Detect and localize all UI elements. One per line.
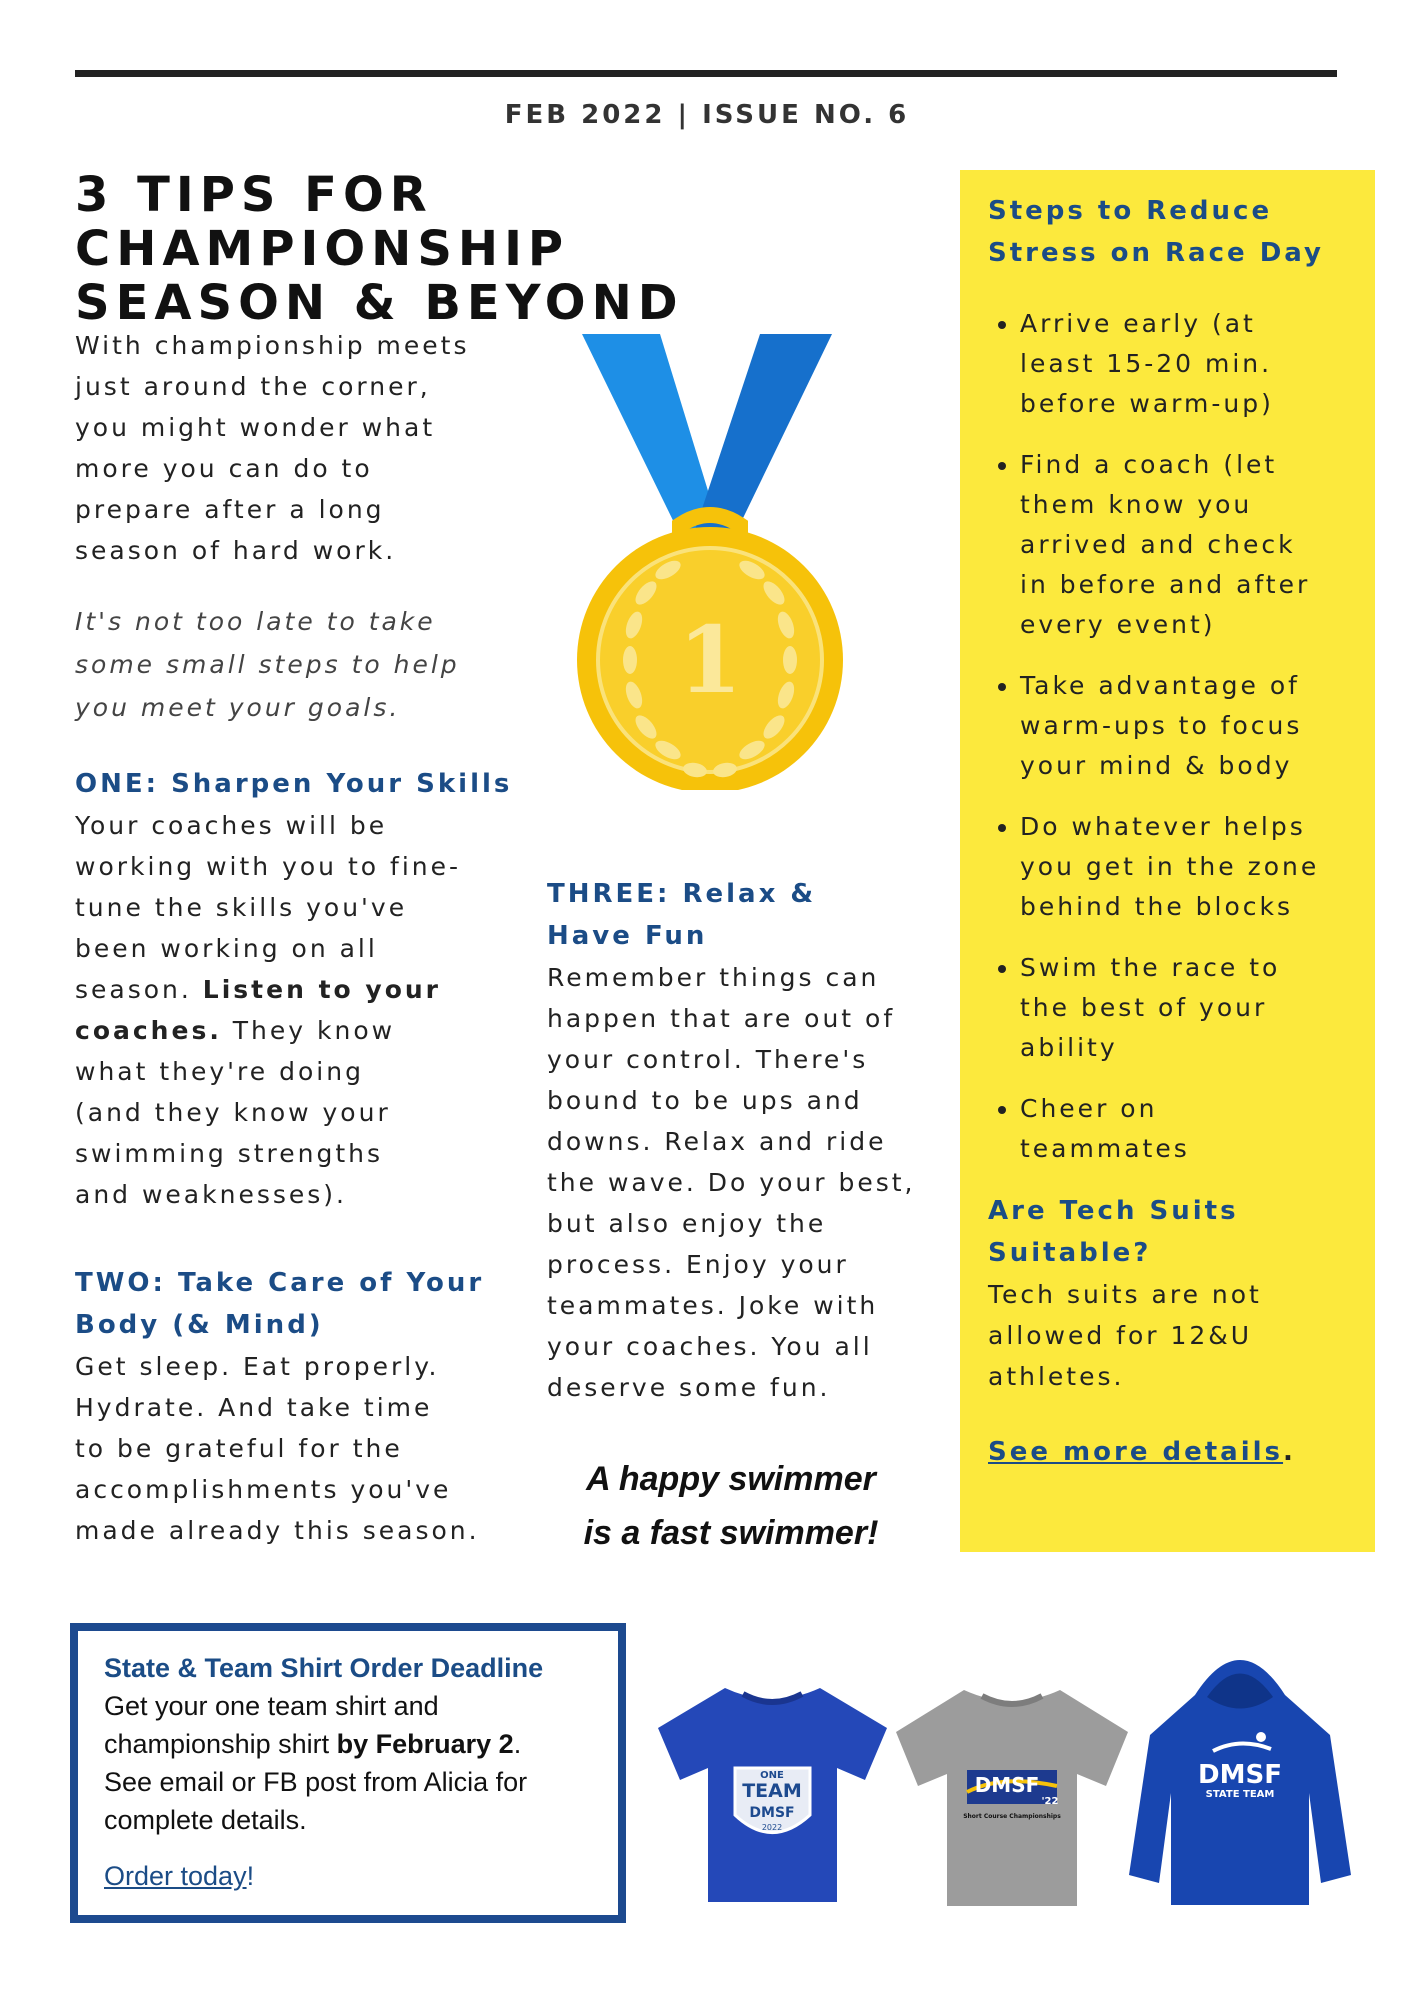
text-span: They know: [221, 1016, 396, 1045]
text-line: happen that are out of: [547, 1004, 896, 1033]
order-line: [104, 1857, 604, 1895]
heading-line: Body (& Mind): [75, 1310, 324, 1340]
title-line: 3 TIPS FOR CHAMPIONSHIP: [75, 167, 570, 277]
text-line: the best of your: [1020, 993, 1268, 1022]
text-line: them know you: [1020, 490, 1253, 519]
intro-italic: [75, 600, 515, 729]
see-more-details-link[interactable]: See more details: [988, 1437, 1284, 1467]
text-line: • Swim the race to: [1020, 953, 1281, 982]
tshirt-collar: [743, 1694, 802, 1702]
heading-line: TWO: Take Care of Your: [75, 1268, 485, 1298]
text-line: Get sleep. Eat properly.: [75, 1352, 440, 1381]
shirt-order-heading: State & Team Shirt Order Deadline: [104, 1653, 544, 1683]
title-line: SEASON & BEYOND: [75, 275, 684, 331]
tech-suits-text: [988, 1274, 1358, 1397]
shirt-text: DMSF: [1198, 1760, 1282, 1790]
slogan-line: is a fast swimmer!: [583, 1514, 879, 1552]
text-line: Tech suits are not: [988, 1280, 1262, 1309]
heading-line: Stress on Race Day: [988, 238, 1324, 268]
text-line: deserve some fun.: [547, 1373, 831, 1402]
order-today-link[interactable]: Order today: [104, 1861, 247, 1891]
tshirt-collar: [982, 1696, 1042, 1704]
text-line: Remember things can: [547, 963, 880, 992]
text-line: It's not too late to take: [75, 607, 436, 636]
shirt-text: '22: [1041, 1796, 1059, 1807]
list-item: [1020, 948, 1358, 1068]
text-line: some small steps to help: [75, 650, 460, 679]
emphasis: coaches.: [75, 1016, 222, 1045]
text-line: the wave. Do your best,: [547, 1168, 916, 1197]
list-item: [1020, 666, 1358, 786]
shirt-text: STATE TEAM: [1205, 1789, 1275, 1800]
medal-number: 1: [677, 606, 743, 714]
text-line: • Find a coach (let: [1020, 450, 1278, 479]
text-line: [104, 1725, 604, 1763]
text-line: teammates: [1020, 1134, 1190, 1163]
tip-one: [75, 763, 555, 1215]
list-item: [1020, 807, 1358, 927]
text-line: Get your one team shirt and: [104, 1691, 439, 1721]
race-day-sidebar: [960, 170, 1375, 1552]
text-line: in before and after: [1020, 570, 1311, 599]
text-line: [75, 969, 555, 1010]
text-span: .: [1283, 1437, 1296, 1467]
see-more-line: [988, 1431, 1358, 1473]
text-line: • Take advantage of: [1020, 671, 1300, 700]
shirt-order-box: [70, 1623, 626, 1923]
text-line: what they're doing: [75, 1057, 364, 1086]
text-line: your coaches. You all: [547, 1332, 873, 1361]
list-item: [1020, 445, 1358, 645]
text-line: teammates. Joke with: [547, 1291, 879, 1320]
list-item: [1020, 304, 1358, 424]
text-line: before warm-up): [1020, 389, 1274, 418]
shirt-text: 2022: [761, 1823, 783, 1832]
heading-line: Are Tech Suits: [988, 1196, 1239, 1226]
shirt-text: DMSF: [974, 1773, 1040, 1797]
text-line: warm-ups to focus: [1020, 711, 1303, 740]
sidebar-heading: [988, 190, 1358, 274]
swimmer-head-icon: [1256, 1732, 1266, 1742]
list-item: [1020, 1089, 1358, 1169]
text-line: and weaknesses).: [75, 1180, 347, 1209]
heading-line: Have Fun: [547, 921, 708, 951]
one-team-tshirt: [655, 1680, 890, 1908]
shirt-text: ONE: [760, 1770, 784, 1781]
text-line: your mind & body: [1020, 751, 1293, 780]
tip-one-heading: ONE: Sharpen Your Skills: [75, 769, 513, 799]
text-line: to be grateful for the: [75, 1434, 403, 1463]
text-line: athletes.: [988, 1362, 1125, 1391]
text-line: you get in the zone: [1020, 852, 1320, 881]
tip-two: [75, 1262, 555, 1551]
text-line: arrived and check: [1020, 530, 1296, 559]
text-span: !: [246, 1861, 255, 1891]
text-line: working with you to fine-: [75, 852, 462, 881]
text-line: process. Enjoy your: [547, 1250, 849, 1279]
shirt-text: Short Course Championships: [963, 1813, 1061, 1820]
deadline-date: by February 2: [336, 1729, 514, 1759]
slogan-line: A happy swimmer: [586, 1460, 876, 1498]
shirt-text: TEAM: [742, 1780, 802, 1802]
text-line: tune the skills you've: [75, 893, 408, 922]
text-line: made already this season.: [75, 1516, 480, 1545]
state-team-hoodie: [1125, 1625, 1355, 1910]
shirt-text: DMSF: [749, 1805, 795, 1821]
text-line: more you can do to: [75, 454, 373, 483]
gold-medal-icon: [570, 330, 850, 790]
heading-line: Suitable?: [988, 1238, 1152, 1268]
text-line: you might wonder what: [75, 413, 436, 442]
text-line: season of hard work.: [75, 536, 397, 565]
emphasis: Listen to your: [202, 975, 442, 1004]
text-line: you meet your goals.: [75, 693, 401, 722]
top-rule: [75, 70, 1337, 77]
slogan: [545, 1452, 917, 1560]
championship-tshirt: [892, 1682, 1132, 1912]
text-line: [75, 1010, 555, 1051]
steps-list: [988, 304, 1358, 1169]
heading-line: THREE: Relax &: [547, 879, 817, 909]
tech-suits-heading: [988, 1190, 1358, 1274]
text-line: just around the corner,: [75, 372, 431, 401]
text-line: accomplishments you've: [75, 1475, 452, 1504]
text-line: prepare after a long: [75, 495, 385, 524]
text-line: • Cheer on: [1020, 1094, 1158, 1123]
text-line: been working on all: [75, 934, 378, 963]
text-line: • Do whatever helps: [1020, 812, 1306, 841]
text-line: ability: [1020, 1033, 1118, 1062]
text-line: behind the blocks: [1020, 892, 1294, 921]
text-line: but also enjoy the: [547, 1209, 827, 1238]
text-line: • Arrive early (at: [1020, 309, 1256, 338]
text-line: Your coaches will be: [75, 811, 388, 840]
text-line: your control. There's: [547, 1045, 869, 1074]
tip-three-heading: [547, 873, 947, 957]
article-title: [75, 168, 935, 330]
text-line: Hydrate. And take time: [75, 1393, 433, 1422]
text-line: complete details.: [104, 1805, 307, 1835]
text-line: bound to be ups and: [547, 1086, 863, 1115]
text-line: swimming strengths: [75, 1139, 384, 1168]
tip-two-heading: [75, 1262, 555, 1346]
text-line: downs. Relax and ride: [547, 1127, 887, 1156]
text-line: allowed for 12&U: [988, 1321, 1253, 1350]
text-line: least 15-20 min.: [1020, 349, 1273, 378]
issue-label: FEB 2022 | ISSUE NO. 6: [504, 100, 910, 130]
text-line: (and they know your: [75, 1098, 391, 1127]
text-line: With championship meets: [75, 331, 470, 360]
heading-line: Steps to Reduce: [988, 196, 1273, 226]
text-line: See email or FB post from Alicia for: [104, 1767, 528, 1797]
text-span: .: [513, 1729, 522, 1759]
text-line: every event): [1020, 610, 1216, 639]
tip-three: [547, 873, 947, 1408]
text-span: season.: [75, 975, 203, 1004]
intro-paragraph: [75, 325, 515, 571]
text-span: championship shirt: [104, 1729, 337, 1759]
